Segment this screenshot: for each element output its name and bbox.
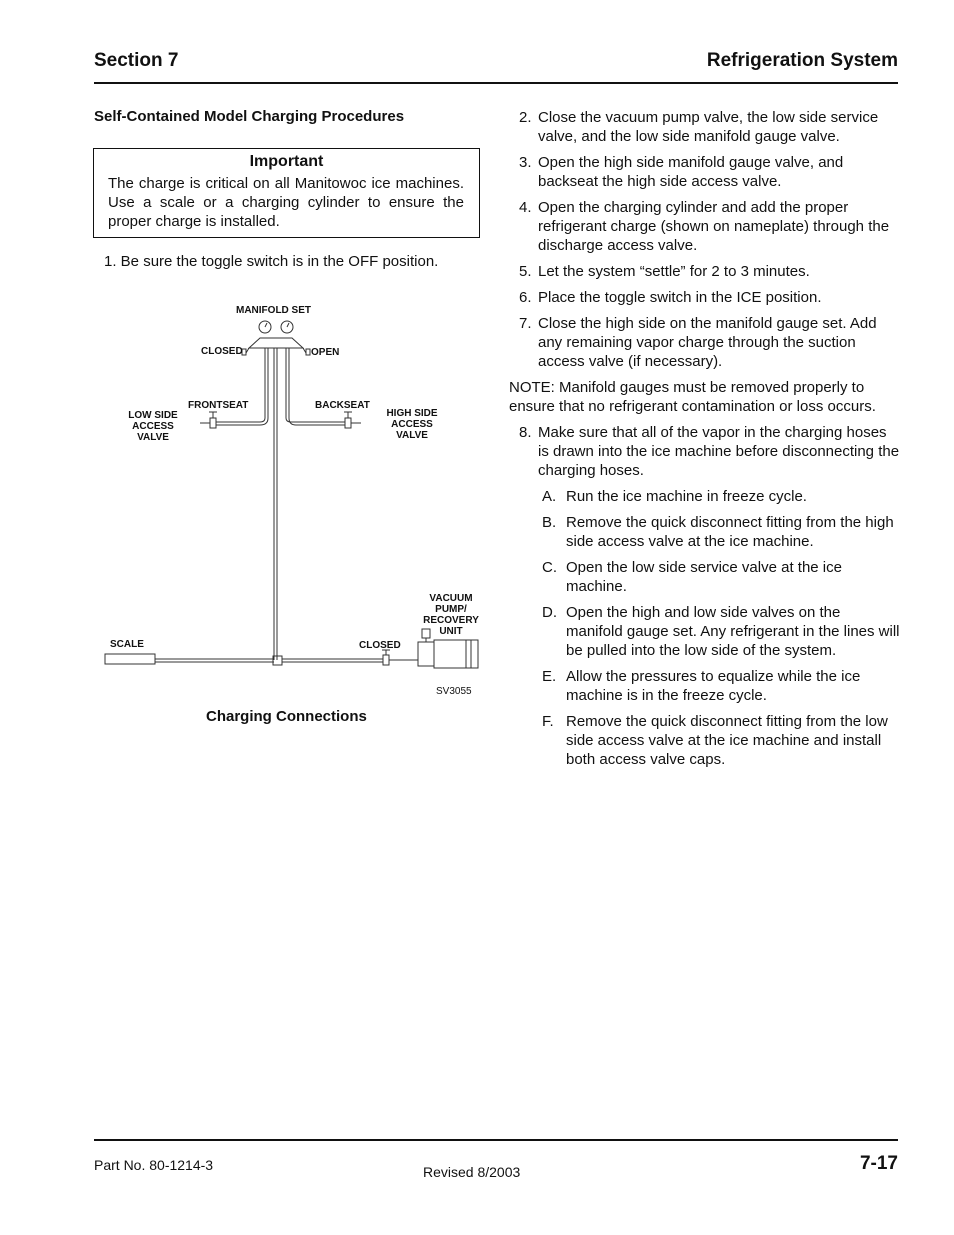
page-number: 7-17 bbox=[859, 1153, 898, 1174]
section-label: Section 7 bbox=[94, 50, 179, 71]
step-text: Let the system “settle” for 2 to 3 minutes. bbox=[538, 263, 810, 280]
label-backseat: BACKSEAT bbox=[315, 400, 370, 411]
step-8 bbox=[509, 423, 901, 480]
substep-letter: C. bbox=[542, 559, 557, 576]
substep-e bbox=[509, 667, 901, 705]
label-manifold-set: MANIFOLD SET bbox=[236, 305, 311, 316]
substep-letter: A. bbox=[542, 488, 557, 505]
label-low-side-access: ACCESS bbox=[132, 421, 174, 432]
important-box bbox=[93, 148, 480, 238]
substep-letter: D. bbox=[542, 604, 557, 621]
label-scale: SCALE bbox=[110, 639, 144, 650]
important-text: The charge is critical on all Manitowoc ice machines. Use a scale or a charging cylinder to ensure the proper charge is installed. bbox=[108, 175, 464, 230]
label-recovery: RECOVERY bbox=[423, 615, 479, 626]
header-rule bbox=[94, 82, 898, 84]
label-pump: PUMP/ bbox=[435, 604, 467, 615]
substep-text: Allow the pressures to equalize while the ice machine is in the freeze cycle. bbox=[566, 668, 861, 704]
important-title: Important bbox=[249, 153, 324, 170]
step-text: Make sure that all of the vapor in the charging hoses is drawn into the ice machine before disconnecting the charging hoses. bbox=[538, 424, 900, 479]
step-text: Open the charging cylinder and add the proper refrigerant charge (shown on nameplate) through the discharge access valve. bbox=[538, 199, 890, 254]
step-3 bbox=[509, 153, 901, 191]
chapter-title: Refrigeration System bbox=[706, 50, 898, 71]
label-high-side-valve: VALVE bbox=[396, 430, 428, 441]
substep-text: Run the ice machine in freeze cycle. bbox=[566, 488, 807, 505]
substep-f bbox=[509, 712, 901, 769]
figure-code: SV3055 bbox=[436, 686, 472, 697]
substep-letter: B. bbox=[542, 514, 557, 531]
step-4 bbox=[509, 198, 901, 255]
substep-text: Remove the quick disconnect fitting from the high side access valve at the ice machine. bbox=[566, 514, 894, 550]
right-column bbox=[509, 108, 901, 776]
label-vacuum: VACUUM bbox=[429, 593, 473, 604]
step-number: 5. bbox=[519, 263, 532, 280]
note-text: NOTE: Manifold gauges must be removed properly to ensure that no refrigerant contamination or loss occurs. bbox=[509, 379, 876, 415]
substep-c bbox=[509, 558, 901, 596]
step-number: 7. bbox=[519, 315, 532, 332]
part-number: Part No. 80-1214-3 bbox=[94, 1157, 214, 1173]
step-text: Place the toggle switch in the ICE position. bbox=[538, 289, 822, 306]
label-low-side: LOW SIDE bbox=[128, 410, 178, 421]
manifold-body bbox=[249, 338, 303, 348]
label-closed-top: CLOSED bbox=[201, 346, 243, 357]
substep-text: Open the low side service valve at the ice machine. bbox=[566, 559, 842, 595]
step-number: 3. bbox=[519, 154, 532, 171]
step-5 bbox=[509, 262, 901, 281]
step-text: Close the vacuum pump valve, the low side service valve, and the low side manifold gauge valve. bbox=[538, 109, 879, 145]
substep-letter: E. bbox=[542, 668, 557, 685]
scale-shape bbox=[105, 654, 155, 664]
substep-b bbox=[509, 513, 901, 551]
step-7 bbox=[509, 314, 901, 371]
step-text: Close the high side on the manifold gauge set. Add any remaining vapor charge through the suction access valve (if necessary). bbox=[538, 315, 877, 370]
figure-caption: Charging Connections bbox=[206, 708, 367, 725]
label-high-side: HIGH SIDE bbox=[386, 408, 438, 419]
procedure-title: Self-Contained Model Charging Procedures bbox=[94, 108, 405, 125]
vacuum-pump-shape bbox=[418, 642, 434, 666]
step-6 bbox=[509, 288, 901, 307]
step-text: Open the high side manifold gauge valve, and backseat the high side access valve. bbox=[538, 154, 844, 190]
substep-d bbox=[509, 603, 901, 660]
revision-date: Revised 8/2003 bbox=[423, 1164, 521, 1180]
step-number: 8. bbox=[519, 424, 532, 441]
footer-rule bbox=[94, 1139, 898, 1141]
charging-connections-diagram bbox=[100, 296, 490, 702]
label-closed-bottom: CLOSED bbox=[359, 640, 401, 651]
step-number: 6. bbox=[519, 289, 532, 306]
substep-text: Remove the quick disconnect fitting from the low side access valve at the ice machine and install both access valve caps. bbox=[566, 713, 888, 768]
label-frontseat: FRONTSEAT bbox=[188, 400, 249, 411]
substep-letter: F. bbox=[542, 713, 554, 730]
step-number: 4. bbox=[519, 199, 532, 216]
substep-text: Open the high and low side valves on the manifold gauge set. Any refrigerant in the lines will be pulled into the low side of the system. bbox=[566, 604, 900, 659]
label-unit: UNIT bbox=[439, 626, 463, 637]
label-high-side-access: ACCESS bbox=[391, 419, 433, 430]
label-low-side-valve: VALVE bbox=[137, 432, 169, 443]
step-1: 1. Be sure the toggle switch is in the OFF position. bbox=[104, 253, 439, 270]
step-number: 2. bbox=[519, 109, 532, 126]
substep-a bbox=[509, 487, 901, 506]
step-2 bbox=[509, 108, 901, 146]
label-open: OPEN bbox=[311, 347, 340, 358]
